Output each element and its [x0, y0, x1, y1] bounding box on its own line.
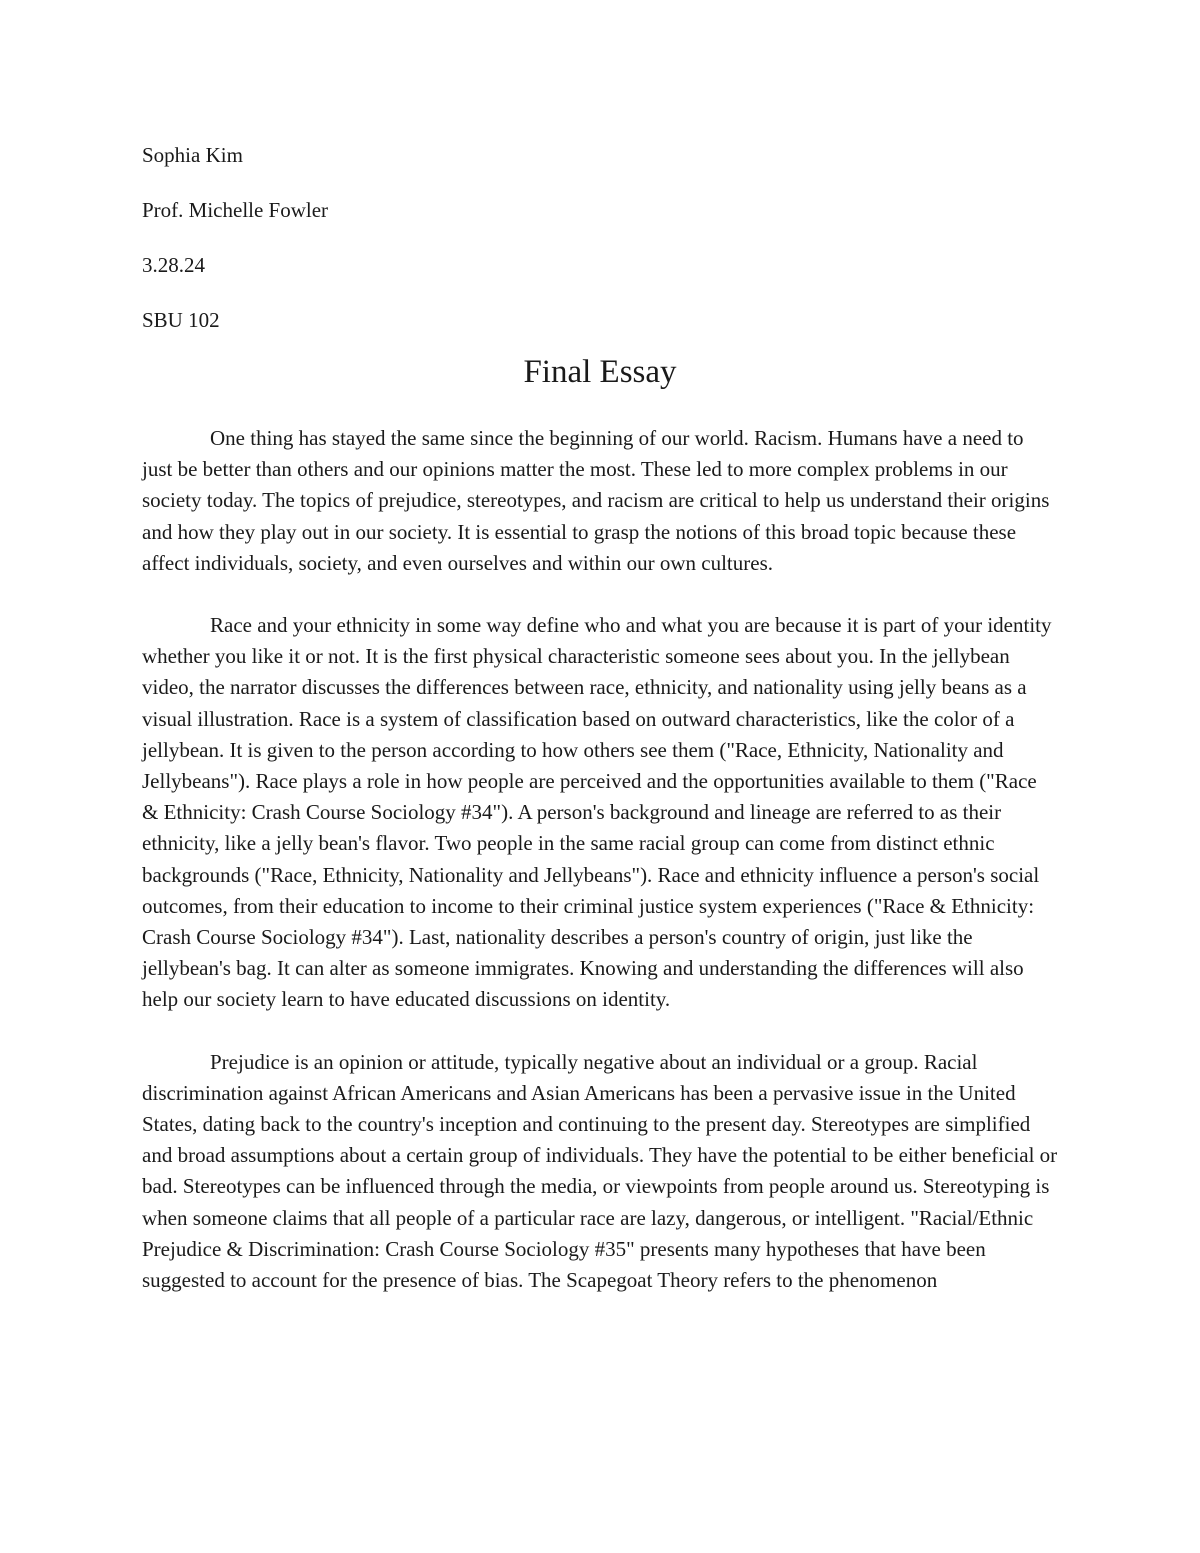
essay-date: 3.28.24	[142, 253, 205, 277]
author-name: Sophia Kim	[142, 143, 243, 167]
paragraph-race-ethnicity: Race and your ethnicity in some way define who and what you are because it is part of your identity whether you like it or not. It is the first physical characteristic someone sees about you. In the jellybean video, the narrator discusses the differences between race, ethnicity, and nationality using jelly beans as a visual illustration. Race is a system of classification based on outward characteristics, like the color of a jellybean. It is given to the person according to how others see them ("Race, Ethnicity, Nationality and Jellybeans"). Race plays a role in how people are perceived and the opportunities available to them ("Race & Ethnicity: Crash Course Sociology #34"). A person's background and lineage are referred to as their ethnicity, like a jelly bean's flavor. Two people in the same racial group can come from distinct ethnic backgrounds ("Race, Ethnicity, Nationality and Jellybeans"). Race and ethnicity influence a person's social outcomes, from their education to income to their criminal justice system experiences ("Race & Ethnicity: Crash Course Sociology #34"). Last, nationality describes a person's country of origin, just like the jellybean's bag. It can alter as someone immigrates. Knowing and understanding the differences will also help our society learn to have educated discussions on identity.	[142, 613, 1052, 1012]
paragraph-intro: One thing has stayed the same since the beginning of our world. Racism. Humans have a need to just be better than others and our opinions matter the most. These led to more complex problems in our society today. The topics of prejudice, stereotypes, and racism are critical to help us understand their origins and how they play out in our society. It is essential to grasp the notions of this broad topic because these affect individuals, society, and even ourselves and within our own cultures.	[142, 426, 1050, 575]
paragraph-prejudice: Prejudice is an opinion or attitude, typically negative about an individual or a group. Racial discrimination against African Americans and Asian Americans has been a pervasive issue in the United States, dating back to the country's inception and continuing to the present day. Stereotypes are simplified and broad assumptions about a certain group of individuals. They have the potential to be either beneficial or bad. Stereotypes can be influenced through the media, or viewpoints from people around us. Stereotyping is when someone claims that all people of a particular race are lazy, dangerous, or intelligent. "Racial/Ethnic Prejudice & Discrimination: Crash Course Sociology #35" presents many hypotheses that have been suggested to account for the presence of bias. The Scapegoat Theory refers to the phenomenon	[142, 1049, 1058, 1293]
professor-name: Prof. Michelle Fowler	[142, 198, 329, 222]
essay-body	[142, 423, 1058, 1296]
course-code: SBU 102	[142, 308, 220, 332]
essay-header	[142, 140, 1062, 360]
essay-title: Final Essay	[523, 354, 677, 390]
